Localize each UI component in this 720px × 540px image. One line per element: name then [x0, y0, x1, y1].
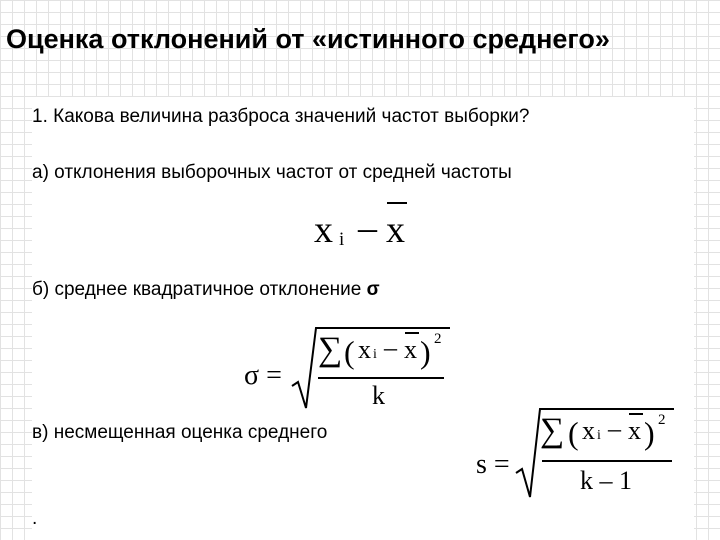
fc-xbar: x [628, 416, 641, 445]
fa-bar [387, 202, 407, 204]
formula-sigma [244, 320, 454, 415]
fc-power: 2 [658, 412, 666, 428]
item-c-text: в) несмещенная оценка среднего [32, 422, 328, 443]
fb-open-paren: ( [344, 334, 355, 370]
question-text: 1. Какова величина разброса значений частот выборки? [32, 106, 530, 127]
formula-deviation [314, 208, 424, 258]
fb-close-paren: ) [420, 334, 431, 370]
formula-s [476, 403, 696, 501]
fa-minus: – [358, 207, 377, 249]
fb-lhs: σ = [244, 360, 282, 391]
fc-lhs: s = [476, 449, 510, 480]
fc-open-paren: ( [568, 415, 579, 451]
fc-sum: ∑ [540, 412, 565, 449]
item-b-text [32, 278, 380, 302]
fb-x: x [358, 335, 371, 364]
trailing-dot: . [32, 508, 38, 529]
fa-x: x [314, 209, 333, 251]
item-a-text: а) отклонения выборочных частот от средней частоты [32, 162, 512, 183]
fb-subscript: i [373, 347, 377, 362]
fc-denominator: k – 1 [580, 466, 632, 495]
fc-bar [629, 413, 643, 415]
fa-subscript: i [339, 229, 345, 250]
fb-minus: – [384, 333, 397, 362]
fc-x: x [582, 416, 595, 445]
item-b-label: б) среднее квадратичное отклонение [32, 279, 362, 300]
fb-bar [405, 332, 419, 334]
fb-power: 2 [434, 331, 442, 347]
fb-denominator: k [372, 381, 385, 410]
fc-subscript: i [597, 428, 601, 443]
fa-xbar: x [386, 209, 405, 251]
slide-title: Оценка отклонений от «истинного среднего» [6, 24, 610, 54]
fb-sum: ∑ [318, 331, 343, 368]
fb-xbar: x [404, 335, 417, 364]
fc-close-paren: ) [644, 415, 655, 451]
fc-minus: – [608, 414, 621, 443]
sigma-symbol: σ [366, 279, 380, 300]
